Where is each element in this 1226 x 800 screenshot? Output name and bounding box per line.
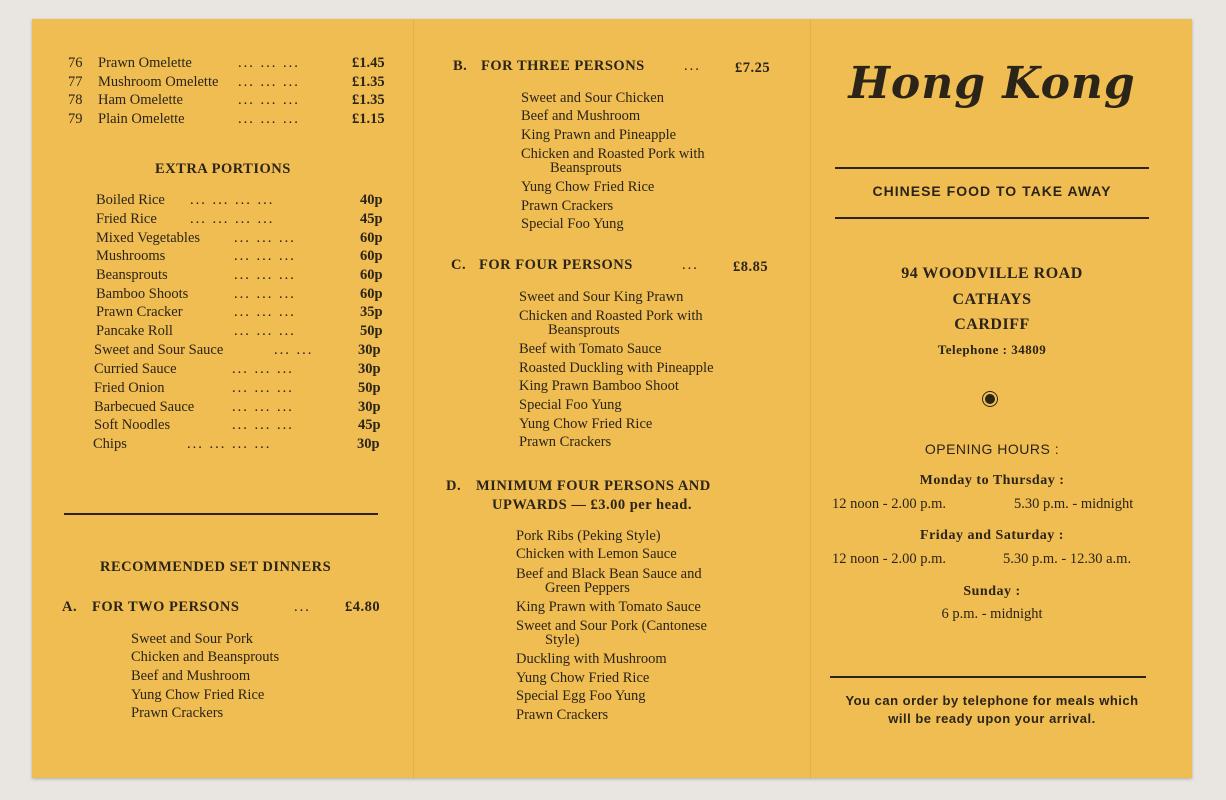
set-a-dots: ... [294,599,311,615]
list-item: Green Peppers [545,580,630,596]
list-item: Yung Chow Fried Rice [519,416,653,432]
divider [64,513,378,515]
tagline: CHINESE FOOD TO TAKE AWAY [872,183,1112,199]
list-item: Prawn Crackers [516,707,609,723]
list-item: Prawn Cracker ... ... ... 35p [96,304,383,320]
list-item: Curried Sauce ... ... ... 30p [94,361,381,377]
hours-weekday-lunch: 12 noon - 2.00 p.m. [832,496,946,512]
list-item: Boiled Rice ... ... ... ... 40p [96,192,383,208]
list-item: Soft Noodles ... ... ... 45p [94,417,381,433]
fold-line-right [810,19,811,778]
set-d-label2: UPWARDS — £3.00 per head. [492,497,692,513]
list-item: Beef with Tomato Sauce [519,341,662,357]
list-item: Sweet and Sour Chicken [521,90,664,106]
list-item: Yung Chow Fried Rice [516,670,650,686]
hours-weekend-lunch: 12 noon - 2.00 p.m. [832,551,946,567]
divider [835,167,1149,169]
list-item: Prawn Crackers [131,705,224,721]
set-b-dots: ... [684,58,701,74]
set-a-letter: A. [62,599,78,615]
list-item: Pork Ribs (Peking Style) [516,528,661,544]
address-line-1: 94 WOODVILLE ROAD [901,265,1083,282]
list-item: Chips ... ... ... ... 30p [93,436,380,452]
hours-weekday-label: Monday to Thursday : [919,473,1065,488]
list-item: Yung Chow Fried Rice [521,179,655,195]
list-item: Mushrooms ... ... ... 60p [96,248,383,264]
set-d-letter: D. [446,478,462,494]
list-item: Mixed Vegetables ... ... ... 60p [96,230,383,246]
list-item: Chicken and Roasted Pork with [519,308,703,324]
list-item: Sweet and Sour Pork [131,631,254,647]
hours-weekend-label: Friday and Saturday : [920,528,1064,543]
list-item: Bamboo Shoots ... ... ... 60p [96,286,383,302]
list-item: Sweet and Sour Pork (Cantonese [516,618,707,634]
set-dinners-heading: RECOMMENDED SET DINNERS [100,559,332,575]
set-b-price: £7.25 [735,60,771,76]
set-c-letter: C. [451,257,467,273]
address-line-2: CATHAYS [952,291,1032,308]
hours-sunday-label: Sunday : [963,584,1021,599]
list-item: King Prawn Bamboo Shoot [519,378,679,394]
list-item: Beansprouts ... ... ... 60p [96,267,383,283]
list-item: Sweet and Sour Sauce ... ... 30p [94,342,381,358]
set-a-price: £4.80 [345,599,381,615]
divider [835,217,1149,219]
list-item: Prawn Crackers [521,198,614,214]
fold-line-left [413,19,414,778]
list-item: Chicken with Lemon Sauce [516,546,677,562]
bullet-ornament [985,394,995,404]
set-c-label: FOR FOUR PERSONS [479,257,633,273]
list-item: Style) [545,632,580,648]
set-b-letter: B. [453,58,468,74]
list-item: Special Foo Yung [521,216,624,232]
list-item: Fried Onion ... ... ... 50p [94,380,381,396]
set-c-price: £8.85 [733,259,769,275]
list-item: King Prawn and Pineapple [521,127,677,143]
list-item: Roasted Duckling with Pineapple [519,360,714,376]
set-d-label: MINIMUM FOUR PERSONS AND [476,478,711,494]
restaurant-logo: Hong Kong [848,58,1136,109]
list-item: Beansprouts [548,322,620,338]
list-item: Beansprouts [550,160,622,176]
telephone: Telephone : 34809 [937,342,1047,357]
list-item: Chicken and Roasted Pork with [521,146,705,162]
list-item: Special Foo Yung [519,397,622,413]
address-line-3: CARDIFF [954,316,1030,333]
list-item: Beef and Black Bean Sauce and [516,566,702,582]
hours-weekday-evening: 5.30 p.m. - midnight [1014,496,1134,512]
set-b-label: FOR THREE PERSONS [481,58,645,74]
list-item: Fried Rice ... ... ... ... 45p [96,211,383,227]
list-item: Beef and Mushroom [521,108,641,124]
hours-weekend-evening: 5.30 p.m. - 12.30 a.m. [1003,551,1132,567]
set-a-label: FOR TWO PERSONS [92,599,240,615]
set-c-dots: ... [682,257,699,273]
extra-portions-heading: EXTRA PORTIONS [155,161,291,177]
list-item: Barbecued Sauce ... ... ... 30p [94,399,381,415]
hours-sunday: 6 p.m. - midnight [941,606,1043,622]
list-item: Yung Chow Fried Rice [131,687,265,703]
divider [830,676,1146,678]
list-item: Pancake Roll ... ... ... 50p [96,323,383,339]
list-item: Sweet and Sour King Prawn [519,289,684,305]
list-item: Special Egg Foo Yung [516,688,646,704]
list-item: Duckling with Mushroom [516,651,667,667]
order-note-line-1: You can order by telephone for meals which [845,693,1139,708]
order-note-line-2: will be ready upon your arrival. [888,711,1096,726]
list-item: Chicken and Beansprouts [131,649,280,665]
list-item: Beef and Mushroom [131,668,251,684]
list-item: King Prawn with Tomato Sauce [516,599,701,615]
list-item: Prawn Crackers [519,434,612,450]
opening-hours-heading: OPENING HOURS : [924,441,1060,457]
